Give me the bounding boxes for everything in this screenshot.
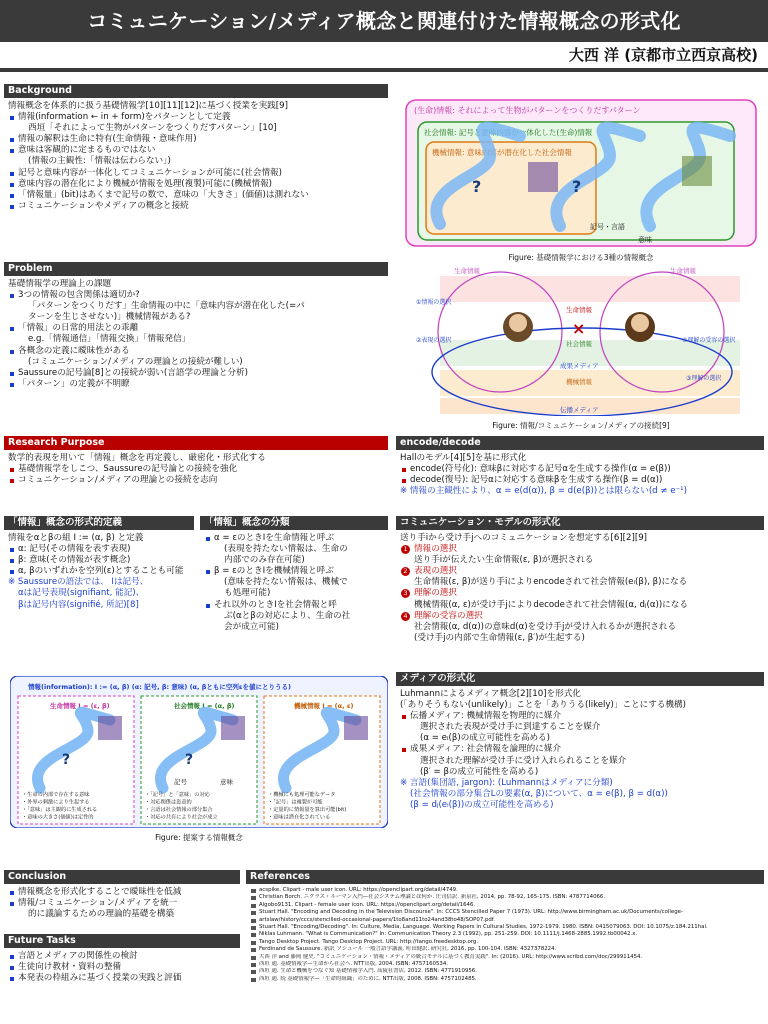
classify-item bbox=[214, 566, 384, 599]
problem-lead: 基礎情報学の理論上の課題 bbox=[8, 279, 112, 289]
media-note-line: (社会情報の部分集合Lの要素(α, β)について、α = e(β), β = d(α)) bbox=[410, 788, 668, 799]
conclusion-list bbox=[8, 887, 236, 920]
commmodel-heading: コミュニケーション・モデルの形式化 bbox=[396, 516, 764, 530]
purpose-item-line: 基礎情報学をしこつ、Saussureの記号論との接続を強化 bbox=[18, 464, 238, 475]
comm-media-diagram bbox=[400, 262, 762, 416]
step-number-icon: 1 bbox=[401, 545, 410, 554]
fig3-desc-line: ・対応関係は恣意的 bbox=[145, 799, 192, 806]
problem-item-line: 「情報」の日常的用法との乖離 bbox=[18, 323, 139, 334]
sign-label: 記号・言語 bbox=[590, 223, 625, 231]
fig3-sign-label: 記号 bbox=[174, 778, 187, 786]
formal-item bbox=[18, 544, 190, 555]
commmodel-step bbox=[403, 588, 760, 610]
encode-note: ※ 情報の主観性により、α = e(d(α)), β = d(e(β))とは限らない(d ≠ e⁻¹) bbox=[400, 486, 687, 497]
media-note-line: (β = dⱼ(eᵢ(β))の成立可能性を高める) bbox=[410, 799, 554, 810]
meaning-label: 意味 bbox=[638, 236, 652, 244]
background-item bbox=[18, 190, 384, 201]
problem-item-line: ターンを生じさせない)」機械情報がある? bbox=[28, 312, 191, 323]
commmodel-lead: 送り手iから受け手jへのコミュニケーションを想定する[6][2][9] bbox=[400, 533, 648, 543]
background-list bbox=[8, 112, 384, 212]
background-item-line: 意味内容の潜在化により機械が情報を処理(複製)可能に(機械情報) bbox=[18, 178, 273, 189]
problem-item-line: 3つの情報の包含関係は適切か? bbox=[18, 290, 140, 301]
select-understanding-label: ③理解の選択 bbox=[686, 375, 722, 382]
conclusion-item bbox=[18, 887, 236, 898]
fig3-desc-line: ・機械にも処理可能なデータ bbox=[268, 792, 336, 798]
media-item-line: 選択された表現が受け手に到達することを媒介 bbox=[420, 722, 601, 733]
background-item-line: 情報の解釈は生命に特有(生命情報・意味作用) bbox=[18, 134, 197, 145]
media-note-line: ※ 言語(集団語, jargon): (Luhmannはメディアに分類) bbox=[400, 777, 613, 788]
classify-section bbox=[200, 516, 388, 656]
classify-item-line: 会が成立可能) bbox=[224, 621, 279, 632]
step-number-icon: 3 bbox=[401, 589, 410, 598]
svg-text:?: ? bbox=[472, 177, 482, 196]
svg-text:×: × bbox=[572, 319, 586, 338]
formal-item bbox=[18, 555, 190, 566]
step-desc: 社会情報(α, d(α))の意味d(α)を受け手jが受け入れるかが選択される bbox=[414, 621, 677, 632]
background-item bbox=[18, 145, 384, 167]
background-item bbox=[18, 179, 384, 190]
fig1-caption: 基礎情報学における3種の情報概念 bbox=[536, 253, 654, 262]
step-title: 表現の選択 bbox=[414, 566, 457, 577]
classify-item-line: (表現を持たない情報は、生命の bbox=[224, 544, 348, 555]
references-heading: References bbox=[246, 870, 764, 884]
classify-item-line: β = εのときIを機械情報と呼ぶ bbox=[214, 566, 334, 577]
purpose-item-line: コミュニケーション/メディアの理論との接続を志向 bbox=[18, 475, 218, 486]
formal-list bbox=[8, 544, 190, 577]
media-note bbox=[400, 778, 760, 811]
encode-section bbox=[396, 436, 764, 506]
svg-text:?: ? bbox=[62, 752, 71, 768]
fig3-desc-line: ・「意味」は主観的に生成される bbox=[22, 807, 98, 813]
media-lead: Luhmannによるメディア概念[2][10]を形式化 bbox=[400, 689, 581, 699]
select-expression-label: ②表現の選択 bbox=[416, 337, 452, 344]
encode-item-line: encode(符号化): 意味βに対応する記号αを生成する操作(α = e(β)) bbox=[410, 464, 671, 475]
formal-note bbox=[8, 577, 190, 610]
media-item-line: (β′ = βの成立可能性を高める) bbox=[420, 766, 539, 777]
future-list bbox=[8, 951, 236, 984]
problem-item-line: 各概念の定義に曖昧性がある bbox=[18, 345, 130, 356]
svg-text:?: ? bbox=[572, 177, 582, 196]
reference-item: Christian Borch. ニクラス・ルーマン入門—社会システム理論とは何か. 庄司信訳. 新泉社, 2014, pp. 78-92, 165-175. ISBN: 4787714066. bbox=[250, 894, 760, 901]
classify-item bbox=[214, 600, 384, 633]
figure-proposed-concept bbox=[10, 676, 388, 842]
fig2-caption: 情報/コミュニケーション/メディアの接続[9] bbox=[520, 421, 670, 430]
classify-item-line: も処理可能) bbox=[224, 588, 271, 599]
figure-comm-media bbox=[400, 262, 762, 432]
future-section bbox=[4, 934, 240, 1020]
formal-heading: 「情報」概念の形式的定義 bbox=[4, 516, 194, 530]
background-item bbox=[18, 112, 384, 134]
background-section bbox=[4, 84, 388, 254]
media-item-line: 成果メディア: 社会情報を論理的に媒介 bbox=[410, 744, 562, 755]
fig1-caption-label: Figure: bbox=[508, 253, 534, 262]
background-lead: 情報概念を体系的に扱う基礎情報学[10][11][12]に基づく授業を実践[9] bbox=[8, 101, 288, 111]
life-info-column-title: 生命情報 I = (ε, β) bbox=[50, 702, 110, 710]
reference-item: Algobo9131. Clipart - female user icon. URL: https://openclipart.org/detail/1646. bbox=[250, 902, 760, 909]
problem-item-line: (コミュニケーション/メディアの理論との接続が難しい) bbox=[28, 356, 243, 367]
fig3-meaning-label: 意味 bbox=[220, 778, 233, 786]
step-desc: 機械情報(α, ε)が受け手jによりdecodeされて社会情報(α, dⱼ(α))になる bbox=[414, 599, 688, 610]
media-lead2: (「ありそうもない(unlikely)」ことを「ありうる(likely)」ことにする機構) bbox=[400, 700, 686, 711]
reference-item: Ferdinand de Saussure. 新訳 ソシュール 一般言語学講義. 町田健訳. 研究社, 2016, pp. 100-104. ISBN: 4327378224. bbox=[250, 946, 760, 953]
future-item bbox=[18, 951, 236, 962]
media-section bbox=[396, 672, 764, 842]
background-item-line: 記号と意味内容が一体化してコミュニケーションが可能に(社会情報) bbox=[18, 167, 283, 178]
purpose-heading: Research Purpose bbox=[4, 436, 388, 450]
problem-section bbox=[4, 262, 388, 422]
media-item-line: (α = eᵢ(β)の成立可能性を高める) bbox=[420, 733, 550, 744]
conclusion-item-line: 情報/コミュニケーション/メディアを統一 bbox=[18, 898, 178, 909]
background-item bbox=[18, 168, 384, 179]
machine-info-label: 機械情報: 意味内容が潜在化した社会情報 bbox=[432, 148, 572, 157]
step-number-icon: 2 bbox=[401, 567, 410, 576]
background-item-line: 「情報量」(bit)はあくまで記号の数で、意味の「大きさ」(価値)は測れない bbox=[18, 189, 309, 200]
problem-item bbox=[18, 323, 384, 345]
encode-heading: encode/decode bbox=[396, 436, 764, 450]
purpose-lead: 数学的表現を用いて「情報」概念を再定義し、厳密化・形式化する bbox=[8, 453, 266, 463]
conclusion-section bbox=[4, 870, 240, 928]
problem-item-line: 「パターン」の定義が不明瞭 bbox=[18, 378, 130, 389]
machine-band-label: 機械情報 bbox=[566, 378, 592, 386]
background-item bbox=[18, 134, 384, 145]
commmodel-step bbox=[403, 610, 760, 644]
future-item-line: 言語とメディアの関係性の検討 bbox=[18, 951, 138, 961]
classify-list bbox=[204, 533, 384, 633]
svg-text:?: ? bbox=[185, 752, 194, 768]
classify-item-line: 内部でのみ存在可能) bbox=[224, 555, 305, 566]
classify-heading: 「情報」概念の分類 bbox=[200, 516, 388, 530]
machine-info-column-title: 機械情報 I = (α, ε) bbox=[294, 702, 354, 710]
reference-item: Stuart Hall. "Encoding/Decoding". In: Culture, Media, Language. Working Papers in Cultural Studies, 1972-1979. 1980. ISBN: 0415079063. DOI: 10.1075/z.184.211hal. bbox=[250, 924, 760, 931]
problem-item bbox=[18, 368, 384, 379]
formal-item-line: β: 意味(その情報が表す概念) bbox=[18, 555, 131, 566]
background-item-line: 西垣「それによって生物がパターンをつくりだすパターン」[10] bbox=[28, 123, 277, 134]
step-desc: 送り手iが伝えたい生命情報(ε, β)が選択される bbox=[414, 555, 594, 566]
media-item-line: 伝播メディア: 機械情報を物理的に媒介 bbox=[410, 711, 562, 722]
step-title: 情報の選択 bbox=[414, 544, 457, 555]
purpose-list bbox=[8, 464, 384, 486]
formal-lead: 情報をαとβの組 I := (α, β) と定義 bbox=[8, 533, 144, 543]
problem-item bbox=[18, 379, 384, 390]
problem-item-line: e.g.「情報通信」「情報交換」「情報発信」 bbox=[28, 334, 191, 345]
references-list bbox=[246, 884, 764, 986]
fig3-desc-line: ・「記号」は複製が可能 bbox=[268, 799, 323, 806]
step-desc: (受け手jの内部で生命情報(ε, β′)が生起する) bbox=[414, 632, 585, 643]
conclusion-heading: Conclusion bbox=[4, 870, 240, 884]
media-list bbox=[400, 711, 760, 778]
fig3-desc-line: ・意味は潜在化されている bbox=[268, 814, 331, 821]
figure-info-concepts bbox=[400, 96, 762, 261]
poster-title: コミュニケーション/メディア概念と関連付けた情報概念の形式化 bbox=[0, 0, 768, 42]
conclusion-item-line: 的に議論するための理論的基礎を構築 bbox=[28, 909, 175, 920]
social-band-label: 社会情報 bbox=[566, 340, 592, 348]
classify-item-line: ぶ(αとβの対応により、生命の社 bbox=[224, 610, 351, 621]
background-item-line: 情報(information ← in + form)をパターンとして定義 bbox=[18, 112, 231, 123]
background-item-line: コミュニケーションやメディアの概念と接続 bbox=[18, 200, 189, 211]
encode-lead: Hallのモデル[4][5]を基に形式化 bbox=[400, 453, 527, 463]
purpose-section bbox=[4, 436, 388, 496]
reference-item: acspike. Clipart - male user icon. URL: https://openclipart.org/detail/4749. bbox=[250, 887, 760, 894]
formal-item bbox=[18, 566, 190, 577]
media-item bbox=[410, 744, 760, 777]
life-info-label: (生命)情報: それによって生物がパターンをつくりだすパターン bbox=[414, 106, 641, 115]
encode-item bbox=[410, 464, 760, 475]
info-concepts-diagram bbox=[400, 96, 762, 248]
formal-item-line: α, βのいずれかを空列(ε)とすることも可能 bbox=[18, 566, 184, 577]
step-number-icon: 4 bbox=[401, 612, 410, 621]
fig3-header: 情報(information): I := (α, β) (α: 記号, β: 意味) (α, βともに空列εを値にとりうる) bbox=[28, 683, 291, 691]
step-title: 理解の選択 bbox=[414, 588, 457, 599]
fig3-desc-line: ・外界の刺激により生起する bbox=[22, 799, 90, 806]
problem-item bbox=[18, 290, 384, 323]
media-item-line: 選択された理解が受け手に受け入れられることを媒介 bbox=[420, 755, 627, 766]
encode-item bbox=[410, 475, 760, 486]
problem-item bbox=[18, 346, 384, 368]
fig3-desc-line: ・生命の内部で存在する意味 bbox=[22, 792, 90, 798]
future-heading: Future Tasks bbox=[4, 934, 240, 948]
reference-item: artslaw/history/cccs/stencilled-occasional-papers/1to8and11to24and38to48/SOP07.pdf. bbox=[250, 917, 760, 924]
references-section bbox=[246, 870, 764, 1020]
fig3-desc-line: ・言語は社会情報の部分集合 bbox=[145, 807, 213, 813]
media-heading: メディアの形式化 bbox=[396, 672, 764, 686]
life-band-label: 生命情報 bbox=[566, 306, 592, 314]
proposed-concept-diagram bbox=[10, 676, 388, 828]
reference-item: 大西 洋 and 藤岡 健史. "コミュニケーション・情報・メディアの統合モデルに基づく教育実践". In: (2016). URL: http://www.scribd.com/doc/299911454. bbox=[250, 954, 760, 961]
future-item-line: 生徒向け教材・資料の整備 bbox=[18, 962, 122, 973]
formal-def-section bbox=[4, 516, 194, 656]
purpose-item bbox=[18, 475, 384, 486]
result-media-label: 成果メディア bbox=[560, 362, 599, 370]
commmodel-step bbox=[403, 544, 760, 566]
reference-item: 西垣 通. 続 基礎情報学—「生命的組織」のために. NTT出版, 2008. ISBN: 4757102485. bbox=[250, 976, 760, 983]
fig3-caption: 提案する情報概念 bbox=[182, 833, 243, 842]
reference-item: 西垣 通. 基礎情報学—生命から社会へ. NTT出版, 2004. ISBN: 4757160534. bbox=[250, 961, 760, 968]
future-item bbox=[18, 973, 236, 984]
step-title: 理解の受容の選択 bbox=[414, 610, 483, 621]
life-info-left-label: 生命情報 bbox=[454, 267, 480, 275]
fig3-desc-line: ・定量的に情報量を算出可能(bit) bbox=[268, 807, 347, 813]
accept-understanding-label: ④理解の受容の選択 bbox=[682, 337, 736, 344]
classify-item-line: α = εのときIを生命情報と呼ぶ bbox=[214, 533, 335, 543]
problem-list bbox=[8, 290, 384, 390]
background-heading: Background bbox=[4, 84, 388, 98]
formal-note-line: ※ Saussureの語法では、 Iは記号、 bbox=[8, 577, 149, 588]
problem-item-line: 「パターンをつくりだす」生命情報の中に「意味内容が潜在化した(=パ bbox=[28, 301, 305, 312]
social-info-label: 社会情報: 記号と意味内容が一体化した(生命)情報 bbox=[424, 128, 593, 137]
purpose-item bbox=[18, 464, 384, 475]
fig3-desc-line: ・「記号」と「意味」の対応 bbox=[145, 792, 210, 798]
fig3-desc-line: ・意味の大きさ(価値)は定性的 bbox=[22, 814, 94, 821]
formal-item-line: α: 記号(その情報を表す表現) bbox=[18, 544, 131, 555]
step-desc: 生命情報(ε, β)が送り手iによりencodeされて社会情報(eᵢ(β), β)になる bbox=[414, 577, 688, 588]
background-item bbox=[18, 201, 384, 212]
reference-item: Stuart Hall. "Encoding and Decoding in the Television Discourse". In: CCCS Stencilled Paper 7 (1973). URL: http://www.birmingham.ac.uk/Documents/college- bbox=[250, 909, 760, 916]
comm-model-section bbox=[396, 516, 764, 666]
encode-item-line: decode(復号): 記号αに対応する意味βを生成する操作(β = d(α)) bbox=[410, 475, 663, 486]
reference-item: Niklas Luhmann. "What is Communication?" In: Communication Theory 2.3 (1992), pp. 251-259. DOI: 10.1111/j.1468-2885.1992.tb00042.x. bbox=[250, 931, 760, 938]
media-item bbox=[410, 711, 760, 744]
formal-note-line: αは記号表現(signifiant, 能記)、 bbox=[18, 588, 145, 599]
select-info-label: ①情報の選択 bbox=[416, 299, 452, 306]
social-info-column-title: 社会情報 I = (α, β) bbox=[174, 702, 235, 710]
title-rule bbox=[0, 68, 768, 72]
problem-item-line: Saussureの記号論[8]との接続が弱い(言語学の理論と分析) bbox=[18, 367, 248, 378]
background-item-line: (情報の主観性:「情報は伝わらない」) bbox=[28, 156, 171, 167]
life-info-right-label: 生命情報 bbox=[670, 267, 696, 275]
problem-heading: Problem bbox=[4, 262, 388, 276]
conclusion-item-line: 情報概念を形式化することで曖昧性を低減 bbox=[18, 887, 182, 897]
reference-item: Tango Desktop Project. Tango Desktop Project. URL: http://tango.freedesktop.org. bbox=[250, 939, 760, 946]
encode-list bbox=[400, 464, 760, 486]
fig2-caption-label: Figure: bbox=[492, 421, 518, 430]
future-item bbox=[18, 962, 236, 973]
fig3-caption-label: Figure: bbox=[155, 833, 181, 842]
classify-item-line: (意味を持たない情報は、機械で bbox=[224, 577, 348, 588]
fig3-desc-line: ・対応の共有により社会が成立 bbox=[145, 814, 218, 821]
formal-note-line: βは記号内容(signifié, 所記)[8] bbox=[18, 599, 139, 610]
author-line: 大西 洋 (京都市立西京高校) bbox=[568, 46, 758, 64]
transmission-media-label: 伝播メディア bbox=[560, 406, 599, 414]
commmodel-steps bbox=[400, 544, 760, 644]
conclusion-item bbox=[18, 898, 236, 920]
future-item-line: 本発表の枠組みに基づく授業の実践と評価 bbox=[18, 973, 182, 984]
background-item-line: 意味は客観的に定まるものではない bbox=[18, 145, 156, 156]
classify-item bbox=[214, 533, 384, 566]
classify-item-line: それ以外のときIを社会情報と呼 bbox=[214, 599, 337, 610]
reference-item: 西垣 通. 生命と機械をつなぐ知 基礎情報学入門. 高陵社書店, 2012. ISBN: 4771910956. bbox=[250, 968, 760, 975]
commmodel-step bbox=[403, 566, 760, 588]
